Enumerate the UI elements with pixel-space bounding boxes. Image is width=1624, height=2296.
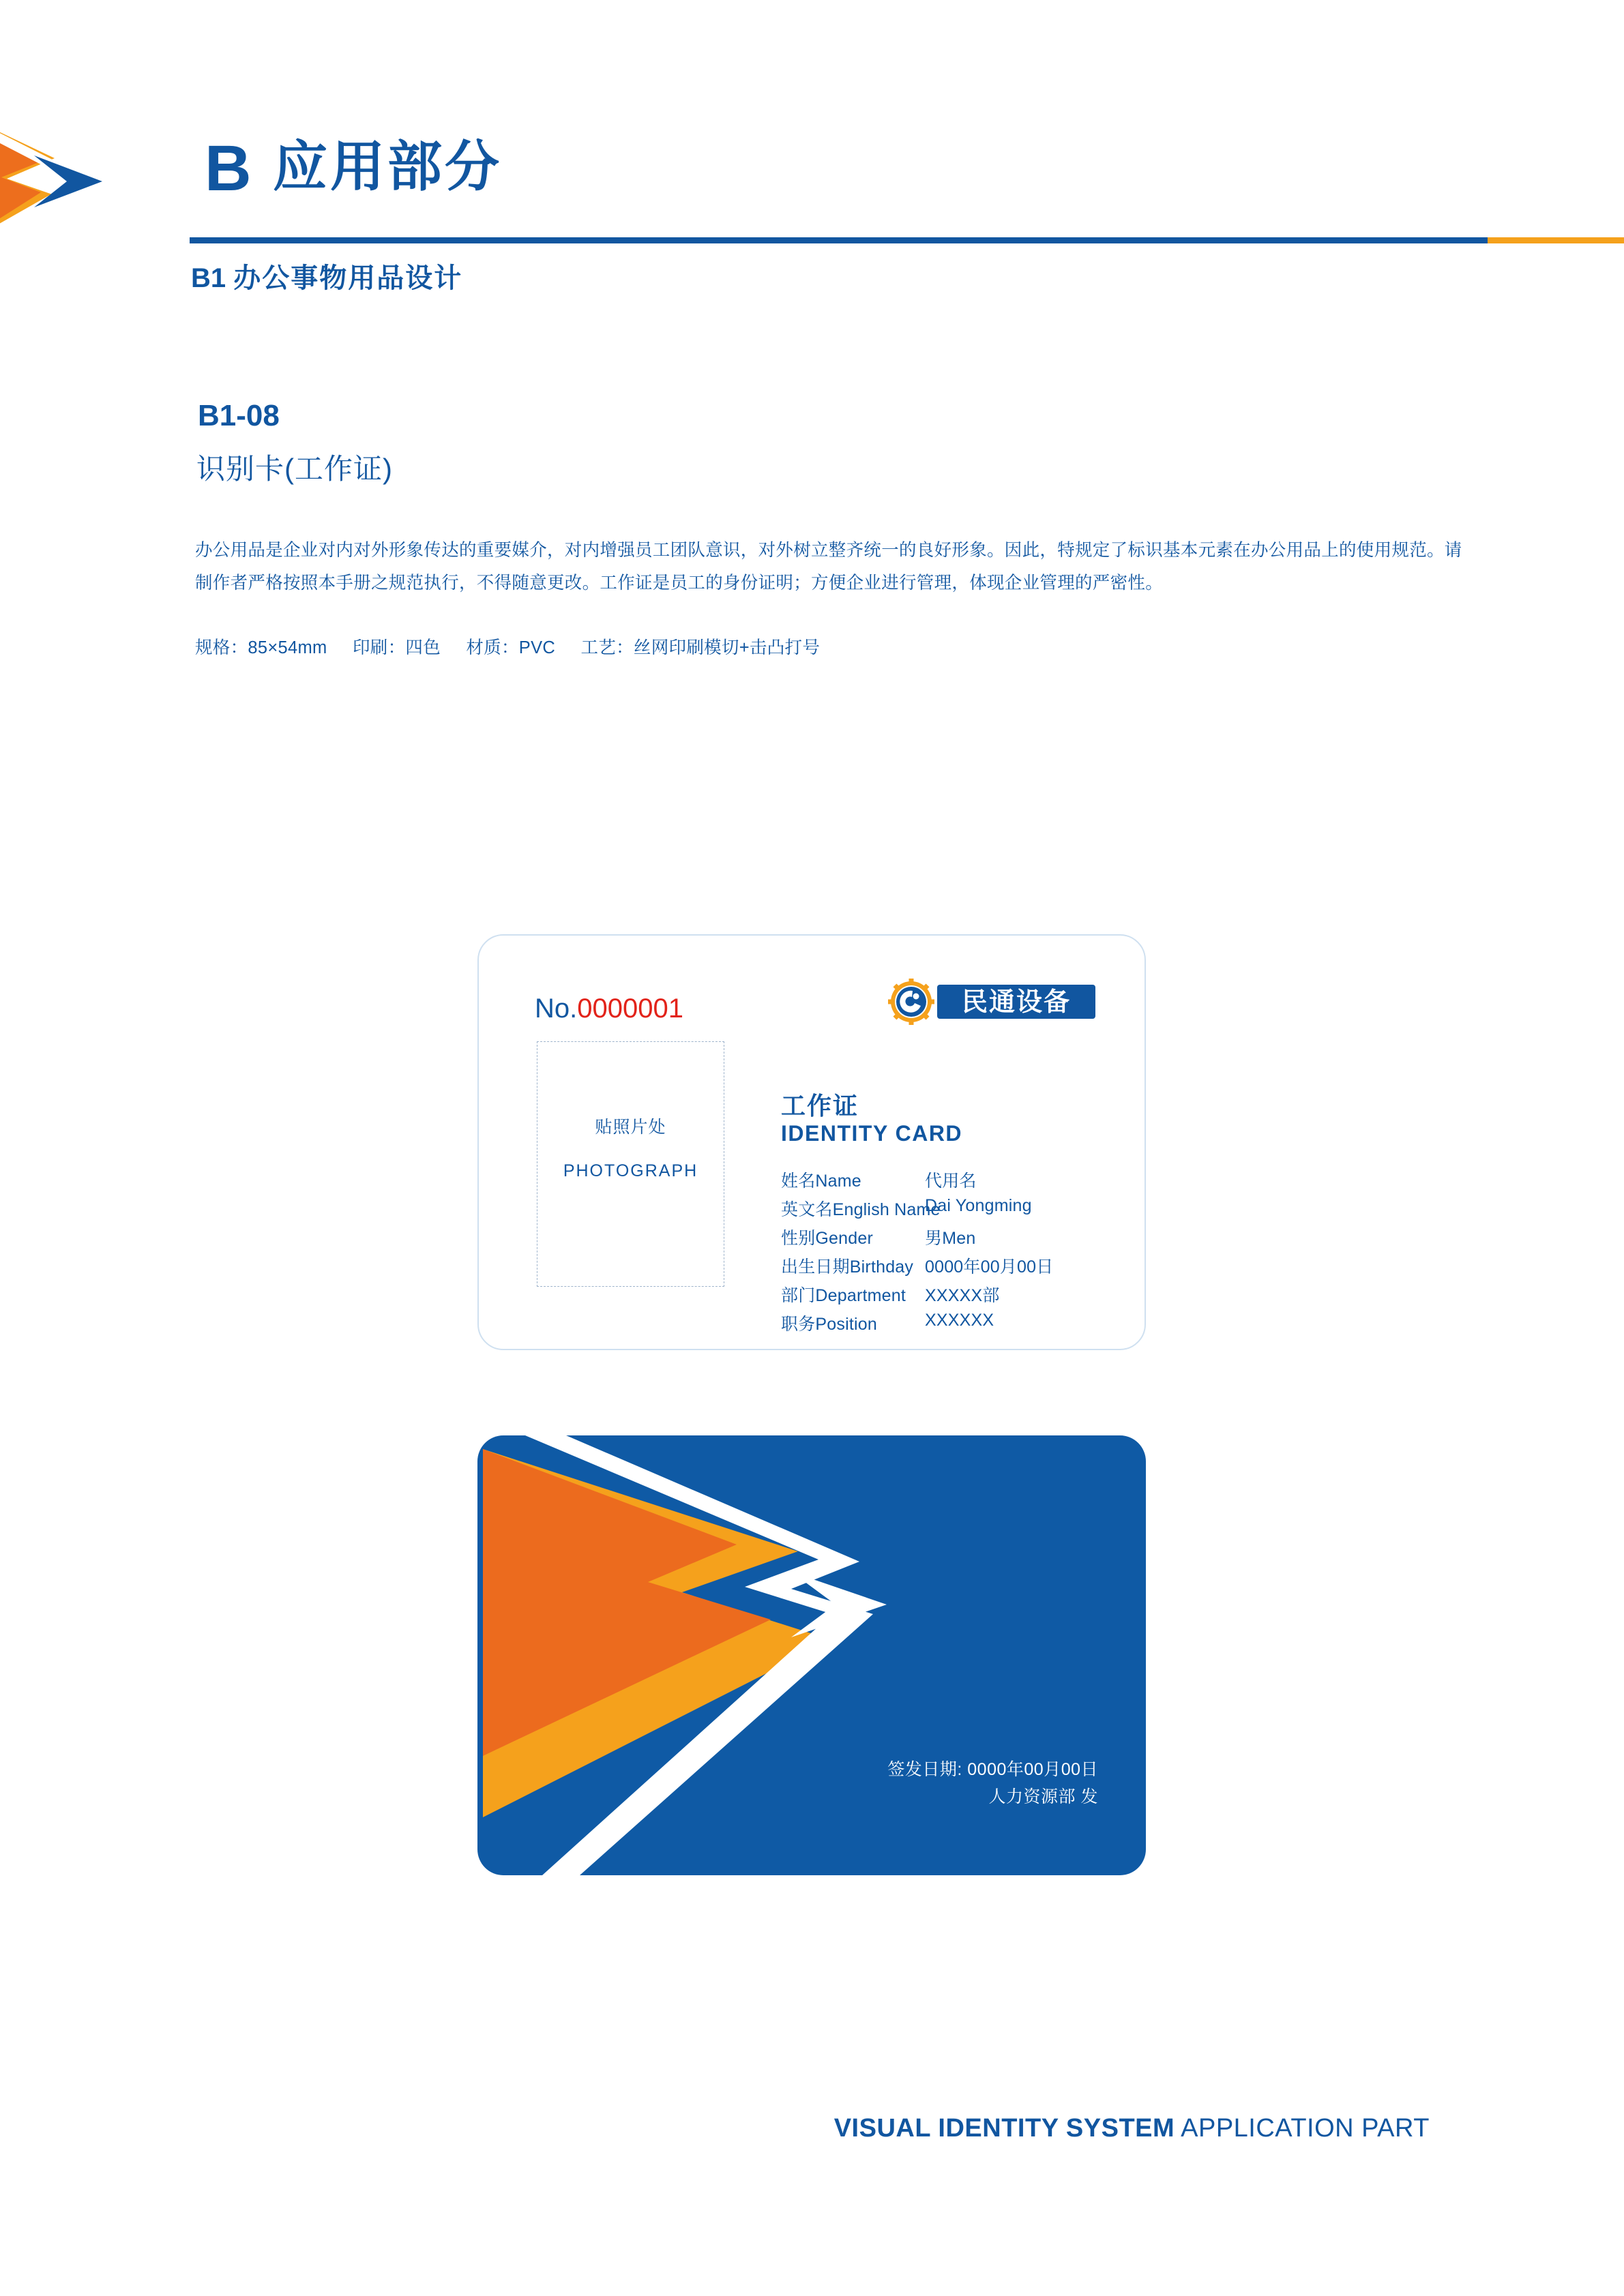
card-field-label: 部门Department (781, 1286, 906, 1305)
subsection-title: 办公事物用品设计 (233, 263, 463, 293)
header-divider-accent (1488, 237, 1624, 243)
subsection-code: B1 (191, 263, 226, 293)
card-field-row (781, 1196, 1122, 1225)
card-field-value: XXXXX部 (925, 1286, 1000, 1305)
issue-date: 签发日期: 0000年00月00日 (887, 1760, 1098, 1779)
card-serial-prefix: No. (535, 994, 578, 1024)
corner-arrow-logo-icon (0, 116, 102, 252)
card-field-row (781, 1282, 1122, 1311)
page-footer (0, 2114, 1624, 2143)
spec-process: 工艺：丝网印刷模切+击凸打号 (580, 638, 821, 657)
card-field-label: 英文名English Name (781, 1200, 941, 1219)
card-field-value: 0000年00月00日 (925, 1257, 1054, 1277)
card-field-row (781, 1311, 1122, 1339)
photo-placeholder-label-en: PHOTOGRAPH (563, 1161, 698, 1180)
page-title: 应用部分 (273, 136, 502, 197)
card-serial-number (535, 994, 683, 1024)
issuer: 人力资源部 发 (988, 1787, 1098, 1806)
card-field-label: 出生日期Birthday (781, 1257, 914, 1277)
footer-title-light: APPLICATION PART (1181, 2114, 1430, 2143)
header-section-letter: B (205, 132, 252, 205)
card-field-row (781, 1225, 1122, 1253)
item-code: B1-08 (198, 399, 280, 432)
card-field-label: 姓名Name (781, 1172, 861, 1191)
spec-printing: 印刷：四色 (353, 638, 441, 657)
page-header (0, 0, 1624, 341)
subsection-heading (191, 265, 462, 292)
item-specifications (195, 634, 840, 659)
photo-placeholder-label-cn: 贴照片处 (595, 1118, 666, 1137)
card-field-value: 男Men (925, 1229, 976, 1248)
card-back-issue-info (887, 1756, 1098, 1810)
card-title-en: IDENTITY CARD (781, 1121, 963, 1146)
header-divider (190, 237, 1488, 243)
spec-material: 材质：PVC (466, 638, 556, 657)
company-logo-icon (888, 978, 1099, 1026)
card-field-label: 性别Gender (781, 1229, 873, 1248)
card-field-row (781, 1167, 1122, 1196)
card-field-value: XXXXXX (925, 1311, 994, 1330)
card-title-cn: 工作证 (781, 1092, 859, 1120)
card-field-value: Dai Yongming (925, 1196, 1032, 1215)
card-serial-value: 0000001 (577, 994, 683, 1024)
footer-title-bold: VISUAL IDENTITY SYSTEM (833, 2114, 1175, 2143)
card-field-row (781, 1253, 1122, 1282)
identity-card-back (477, 1435, 1146, 1875)
card-field-list (781, 1167, 1122, 1339)
identity-card-front (477, 934, 1146, 1350)
photo-placeholder (537, 1041, 724, 1287)
card-field-value: 代用名 (925, 1172, 977, 1191)
card-field-label: 职务Position (781, 1315, 877, 1334)
svg-text:民通设备: 民通设备 (961, 988, 1072, 1017)
spec-size: 规格：85×54mm (195, 638, 327, 657)
item-description: 办公用品是企业对内对外形象传达的重要媒介，对内增强员工团队意识，对外树立整齐统一的良好形象。因此，特规定了标识基本元素在办公用品上的使用规范。请制作者严格按照本手册之规范执行，不得随意更改。工作证是员工的身份证明；方便企业进行管理，体现企业管理的严密性。 (195, 541, 1462, 593)
item-name: 识别卡(工作证) (196, 453, 393, 485)
